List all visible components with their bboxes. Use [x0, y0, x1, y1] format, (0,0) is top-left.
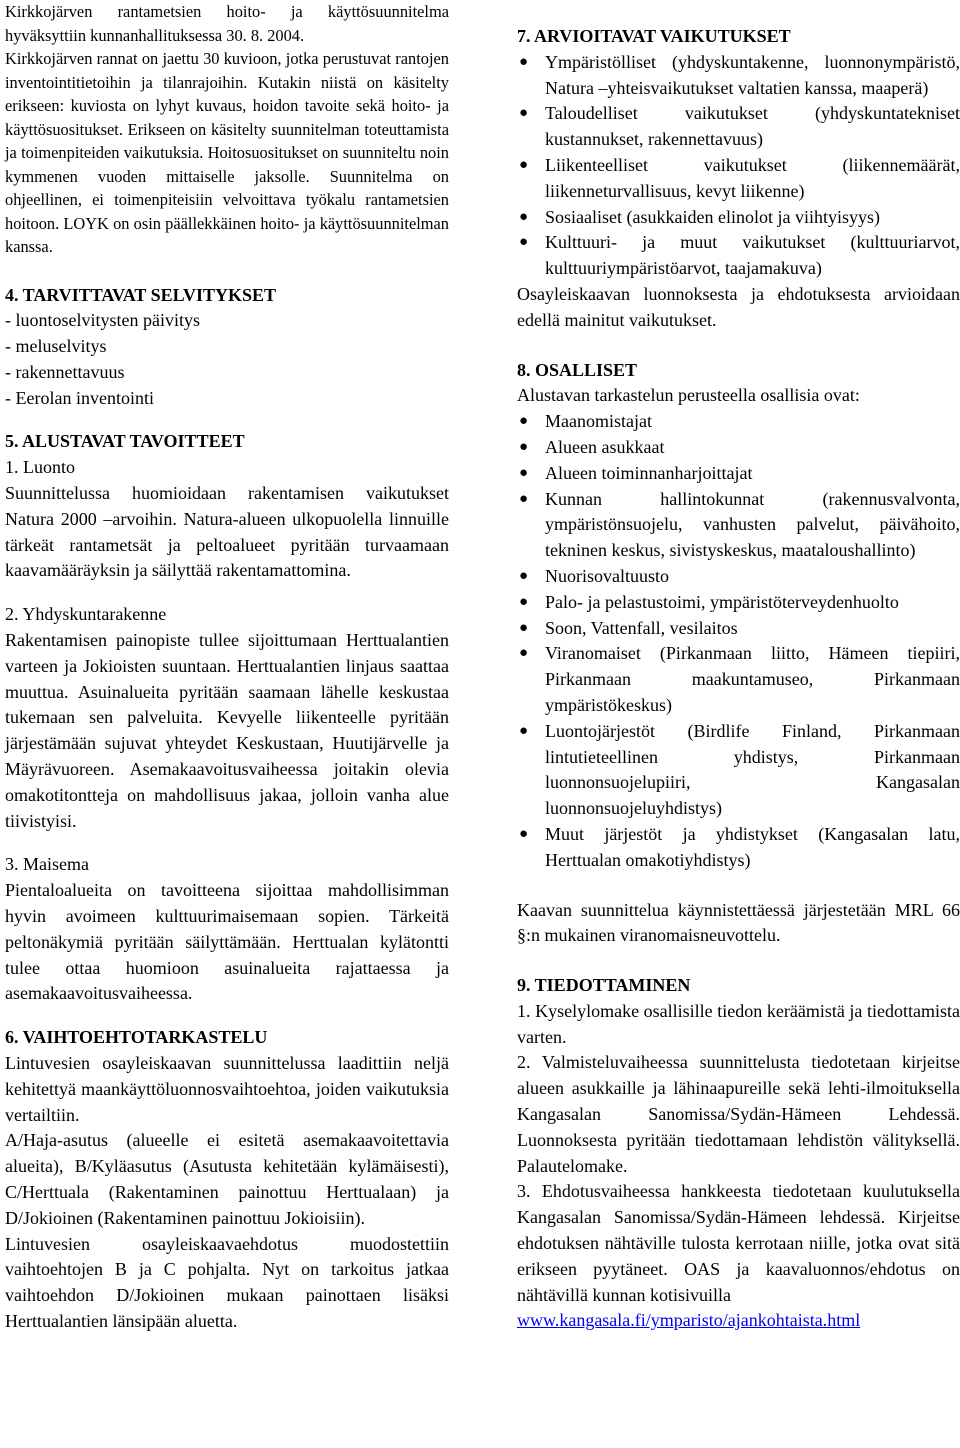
bullet-icon: ● — [519, 593, 529, 610]
bullet-icon: ● — [519, 234, 529, 251]
requirement-item: - luontoselvitysten päivitys — [5, 310, 200, 331]
section-8-heading: 8. OSALLISET — [517, 359, 638, 380]
section-4-heading: 4. TARVITTAVAT SELVITYKSET — [5, 284, 276, 305]
list-item: ● Soon, Vattenfall, vesilaitos — [517, 616, 960, 642]
list-item: ● Nuorisovaltuusto — [517, 564, 960, 590]
section-6-heading: 6. VAIHTOEHTOTARKASTELU — [5, 1027, 268, 1048]
right-column — [517, 24, 960, 1334]
list-item: ● Viranomaiset (Pirkanmaan liitto, Hämeen tiepiiri, Pirkanmaan maakuntamuseo, Pirkanmaan ympäristökeskus) — [519, 643, 960, 715]
goal-3-text: Pientaloalueita on tavoitteena sijoittaa mahdollisimman hyvin avoimeen kulttuurimaisemaan sopien. Tärkeitä peltonäkymiä pyritään säilyttämään. Herttualan kylätontti tulee ottaa huomioon asuinalueita rajattaessa ja asemakaavoitusvaiheessa. — [5, 880, 449, 1004]
section-6 — [5, 1025, 449, 1335]
bullet-icon: ● — [519, 464, 529, 481]
bullet-icon: ● — [519, 490, 529, 507]
goal-2-text: Rakentamisen painopiste tullee sijoittumaan Herttualantien varteen ja Jokioisten suuntaan. Herttualantien linjaus saattaa muuttua. Asuinalueita pyritään saamaan lähelle keskustaa tukemaan sen palveluita. Kevyelle liikenteelle pyritään järjestämään sujuvat yhteydet Keskustaan, Huutijärvelle ja Mäyrävuoreen. Asemakaavoitusvaiheessa joitakin olevia omakotitontteja on mahdollisuus jakaa, jolloin vanha alue tiivistyisi. — [5, 630, 449, 831]
impacts-list — [517, 50, 960, 282]
section-9 — [517, 973, 960, 1334]
requirement-item: - Eerolan inventointi — [5, 387, 154, 408]
bullet-icon: ● — [519, 722, 529, 739]
list-item: ● Alueen asukkaat — [517, 435, 960, 461]
alternatives-paragraph-3: Lintuvesien osayleiskaavaehdotus muodostettiin vaihtoehtojen B ja C pohjalta. Nyt on tarkoitus jatkaa vaihtoehdon D/Jokioinen mukaan painottaen lisäksi Herttualantien länsipään aluetta. — [5, 1233, 449, 1331]
left-column — [5, 0, 449, 1335]
list-item: ● Kulttuuri- ja muut vaikutukset (kulttuuriarvot, kulttuuriympäristöarvot, taajamakuva) — [519, 232, 960, 279]
alternatives-paragraph-2: A/Haja-asutus (alueelle ei esitetä asemakaavoitettavia alueita), B/Kyläasutus (Asutusta kehitetään kylämäisesti), C/Herttuala (Rakentaminen painottuu Herttualaan) ja D/Jokioinen (Rakentaminen painottuu Jokioisiin). — [5, 1130, 449, 1228]
list-item: ● Palo- ja pelastustoimi, ympäristöterveydenhuolto — [517, 590, 960, 616]
bullet-icon: ● — [519, 105, 529, 122]
goal-2-title: 2. Yhdyskuntarakenne — [5, 604, 167, 625]
requirement-item: - meluselvitys — [5, 336, 107, 357]
section-5-heading: 5. ALUSTAVAT TAVOITTEET — [5, 431, 245, 452]
stakeholders-intro: Alustavan tarkastelun perusteella osallisia ovat: — [517, 385, 860, 406]
list-item: ● Kunnan hallintokunnat (rakennusvalvonta, ympäristönsuojelu, vanhusten palvelut, päivähoito, tekninen keskus, sivistyskeskus, maataloushallinto) — [519, 488, 960, 561]
stakeholders-list — [517, 409, 960, 873]
communication-paragraph-2: 2. Valmisteluvaiheessa suunnittelusta tiedotetaan kirjeitse alueen asukkaille ja lähinaapureille sekä lehti-ilmoituksella Kangasalan Sanomissa/Sydän-Hämeen Lehdessä. Luonnoksesta pyritään tiedottamaan lehdistön välityksellä. Palautelomake. — [517, 1052, 960, 1176]
bullet-icon: ● — [519, 438, 529, 455]
section-8 — [517, 358, 960, 950]
stakeholders-closing: Kaavan suunnittelua käynnistettäessä järjestetään MRL 66 §:n mukainen viranomaisneuvottelu. — [517, 899, 960, 946]
list-item: ● Maanomistajat — [517, 409, 960, 435]
bullet-icon: ● — [519, 208, 529, 225]
impacts-closing: Osayleiskaavan luonnoksesta ja ehdotuksesta arvioidaan edellä mainitut vaikutukset. — [517, 283, 960, 330]
communication-paragraph-1: 1. Kyselylomake osallisille tiedon keräämistä ja tiedottamista varten. — [517, 1000, 960, 1047]
communication-paragraph-3: 3. Ehdotusvaiheessa hankkeesta tiedotetaan kuulutuksella Kangasalan Sanomissa/Sydän-Hämeen lehdessä. Kirjeitse ehdotuksen nähtäville tulosta kerrotaan niille, jotka ovat sitä erikseen pyytäneet. OAS ja kaavaluonnos/ehdotus on nähtävillä kunnan kotisivuilla — [517, 1181, 960, 1305]
list-item: ● Liikenteelliset vaikutukset (liikennemäärät, liikenneturvallisuus, kevyt liikenne) — [519, 154, 960, 201]
bullet-icon: ● — [519, 567, 529, 584]
list-item: ● Muut järjestöt ja yhdistykset (Kangasalan latu, Herttualan omakotiyhdistys) — [519, 823, 960, 870]
intro-paragraph-1: Kirkkojärven rantametsien hoito- ja käyttösuunnitelma hyväksyttiin kunnanhallituksessa 30. 8. 2004. — [5, 2, 449, 45]
bullet-icon: ● — [519, 825, 529, 842]
list-item: ● Ympäristölliset (yhdyskuntakenne, luonnonympäristö, Natura –yhteisvaikutukset valtatien kanssa, maaperä) — [519, 51, 960, 98]
bullet-icon: ● — [519, 156, 529, 173]
list-item: ● Sosiaaliset (asukkaiden elinolot ja viihtyisyys) — [517, 205, 960, 231]
list-item: ● Taloudelliset vaikutukset (yhdyskuntatekniset kustannukset, rakennettavuus) — [519, 103, 960, 150]
bullet-icon: ● — [519, 53, 529, 70]
goal-1-title: 1. Luonto — [5, 457, 75, 478]
intro-paragraph-2: Kirkkojärven rannat on jaettu 30 kuvioon, jotka perustuvat rantojen inventointitietoihin ja tilanrajoihin. Kutakin niistä on käsitelty erikseen: kuviosta on lyhyt kuvaus, hoidon tavoite sekä hoito- ja käyttösuositukset. Erikseen on käsitelty suunnitelman toteuttamista ja toimenpiteiden vaikutuksia. Hoitosuositukset on suunniteltu noin kymmenen vuoden mittaiselle jaksolle. Suunnitelma on ohjeellinen, ei toimenpiteisiin velvoittava työkalu rantametsien hoitoon. LOYK on osin päällekkäinen hoito- ja käyttösuunnitelman kanssa. — [5, 49, 449, 256]
website-link-line — [517, 1308, 960, 1334]
bullet-icon: ● — [519, 619, 529, 636]
website-link[interactable]: www.kangasala.fi/ymparisto/ajankohtaista.html — [517, 1310, 861, 1331]
section-7-heading: 7. ARVIOITAVAT VAIKUTUKSET — [517, 26, 791, 46]
goal-1-text: Suunnittelussa huomioidaan rakentamisen vaikutukset Natura 2000 –arvoihin. Natura-alueen ulkopuolella linnuille tärkeät rantametsät ja peltoalueet pyritään turvaamaan kaavamääräyksin ja säilyttää rakentamattomina. — [5, 483, 449, 581]
list-item: ● Luontojärjestöt (Birdlife Finland, Pirkanmaan lintutieteellinen yhdistys, Pirkanmaan luonnonsuojelupiiri, Kangasalan luonnonsuojeluyhdistys) — [519, 720, 960, 819]
list-item: ● Alueen toiminnanharjoittajat — [517, 461, 960, 487]
requirement-item: - rakennettavuus — [5, 361, 125, 382]
alternatives-paragraph-1: Lintuvesien osayleiskaavan suunnittelussa laadittiin neljä kehitettyä maankäyttöluonnosvaihtoehtoa, joiden vaikutuksia vertailtiin. — [5, 1053, 449, 1125]
bullet-icon: ● — [519, 645, 529, 662]
section-7 — [517, 24, 960, 334]
section-9-heading: 9. TIEDOTTAMINEN — [517, 975, 691, 996]
goal-3-title: 3. Maisema — [5, 854, 89, 875]
bullet-icon: ● — [519, 413, 529, 430]
section-4 — [5, 283, 449, 412]
section-5 — [5, 429, 449, 1007]
